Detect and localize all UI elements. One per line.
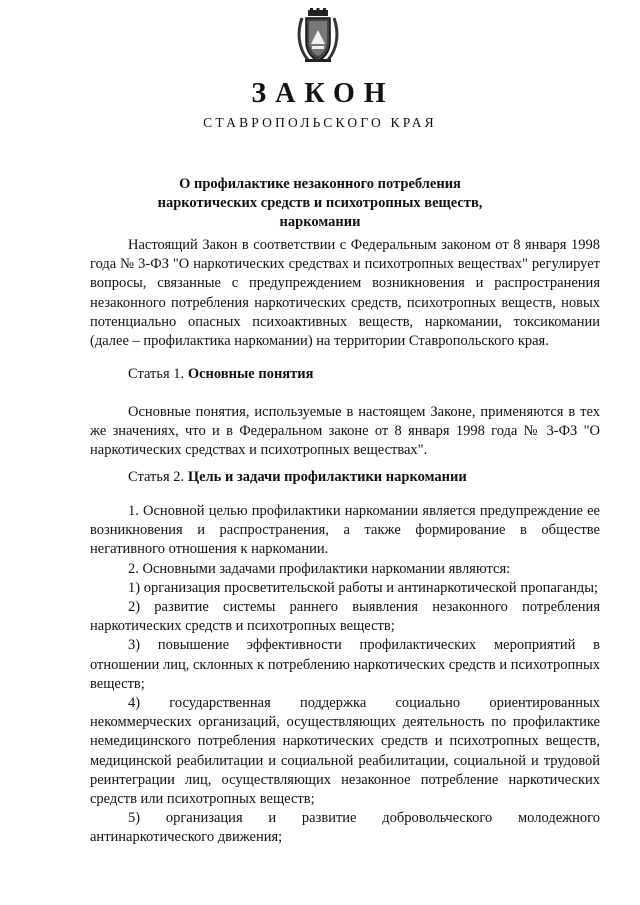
article-2-paragraph: 5) организация и развитие добровольческого молодежного антинаркотического движения; <box>90 810 600 846</box>
article-2-label: Статья 2. <box>128 469 185 485</box>
article-2-paragraph: 2. Основными задачами профилактики наркомании являются: <box>128 560 511 577</box>
article-1-label: Статья 1. <box>128 366 185 382</box>
article-1-heading <box>128 365 313 384</box>
article-2-paragraph: 3) повышение эффективности профилактических мероприятий в отношении лиц, склонных к потреблению наркотических средств и психотропных веществ; <box>90 637 600 692</box>
law-title <box>120 175 520 232</box>
article-2-paragraph: 4) государственная поддержка социально ориентированных некоммерческих организаций, осуществляющих деятельность по профилактике немедицинского потребления наркотических средств и психотропных веществ, медицинской реабилитации и социальной реабилитации, социальной и трудовой реинтеграции лиц, осуществляющих незаконное потребление наркотических средств или психотропных веществ; <box>90 695 600 808</box>
article-2-paragraph: 1) организация просветительской работы и антинаркотической пропаганды; <box>128 579 599 596</box>
article-1-body <box>90 403 600 461</box>
article-2-heading <box>128 468 467 487</box>
article-1-paragraph: Основные понятия, используемые в настоящем Законе, применяются в тех же значениях, что и в Федеральном законе от 8 января 1998 года № 3-ФЗ "О наркотических средствах и психотропных веществах". <box>90 404 600 459</box>
preamble-paragraph: Настоящий Закон в соответствии с Федеральным законом от 8 января 1998 года № 3-ФЗ "О наркотических средствах и психотропных веществах" регулирует вопросы, связанные с предупреждением возникновения и распространения незаконного потребления наркотических средств, психотропных веществ, новых потенциально опасных психоактивных веществ, наркомании, токсикомании (далее – профилактика наркомании) на территории Ставропольского края. <box>90 237 600 350</box>
document-subtitle: СТАВРОПОЛЬСКОГО КРАЯ <box>203 115 437 130</box>
article-2-paragraph: 2) развитие системы раннего выявления незаконного потребления наркотических средств и психотропных веществ; <box>90 599 600 635</box>
document-title: ЗАКОН <box>251 78 395 109</box>
article-1-title: Основные понятия <box>187 366 314 382</box>
preamble <box>90 236 600 351</box>
article-2-body <box>90 502 600 848</box>
law-title-line-2: наркотических средств и психотропных веществ, наркомании <box>157 195 483 230</box>
article-2-paragraph: 1. Основной целью профилактики наркомании является предупреждение ее возникновения и распространения, а также формирование в обществе негативного отношения к наркомании. <box>90 503 600 558</box>
coat-of-arms-icon <box>296 8 340 64</box>
law-title-line-1: О профилактике незаконного потребления <box>179 176 461 192</box>
article-2-title: Цель и задачи профилактики наркомании <box>187 469 467 485</box>
